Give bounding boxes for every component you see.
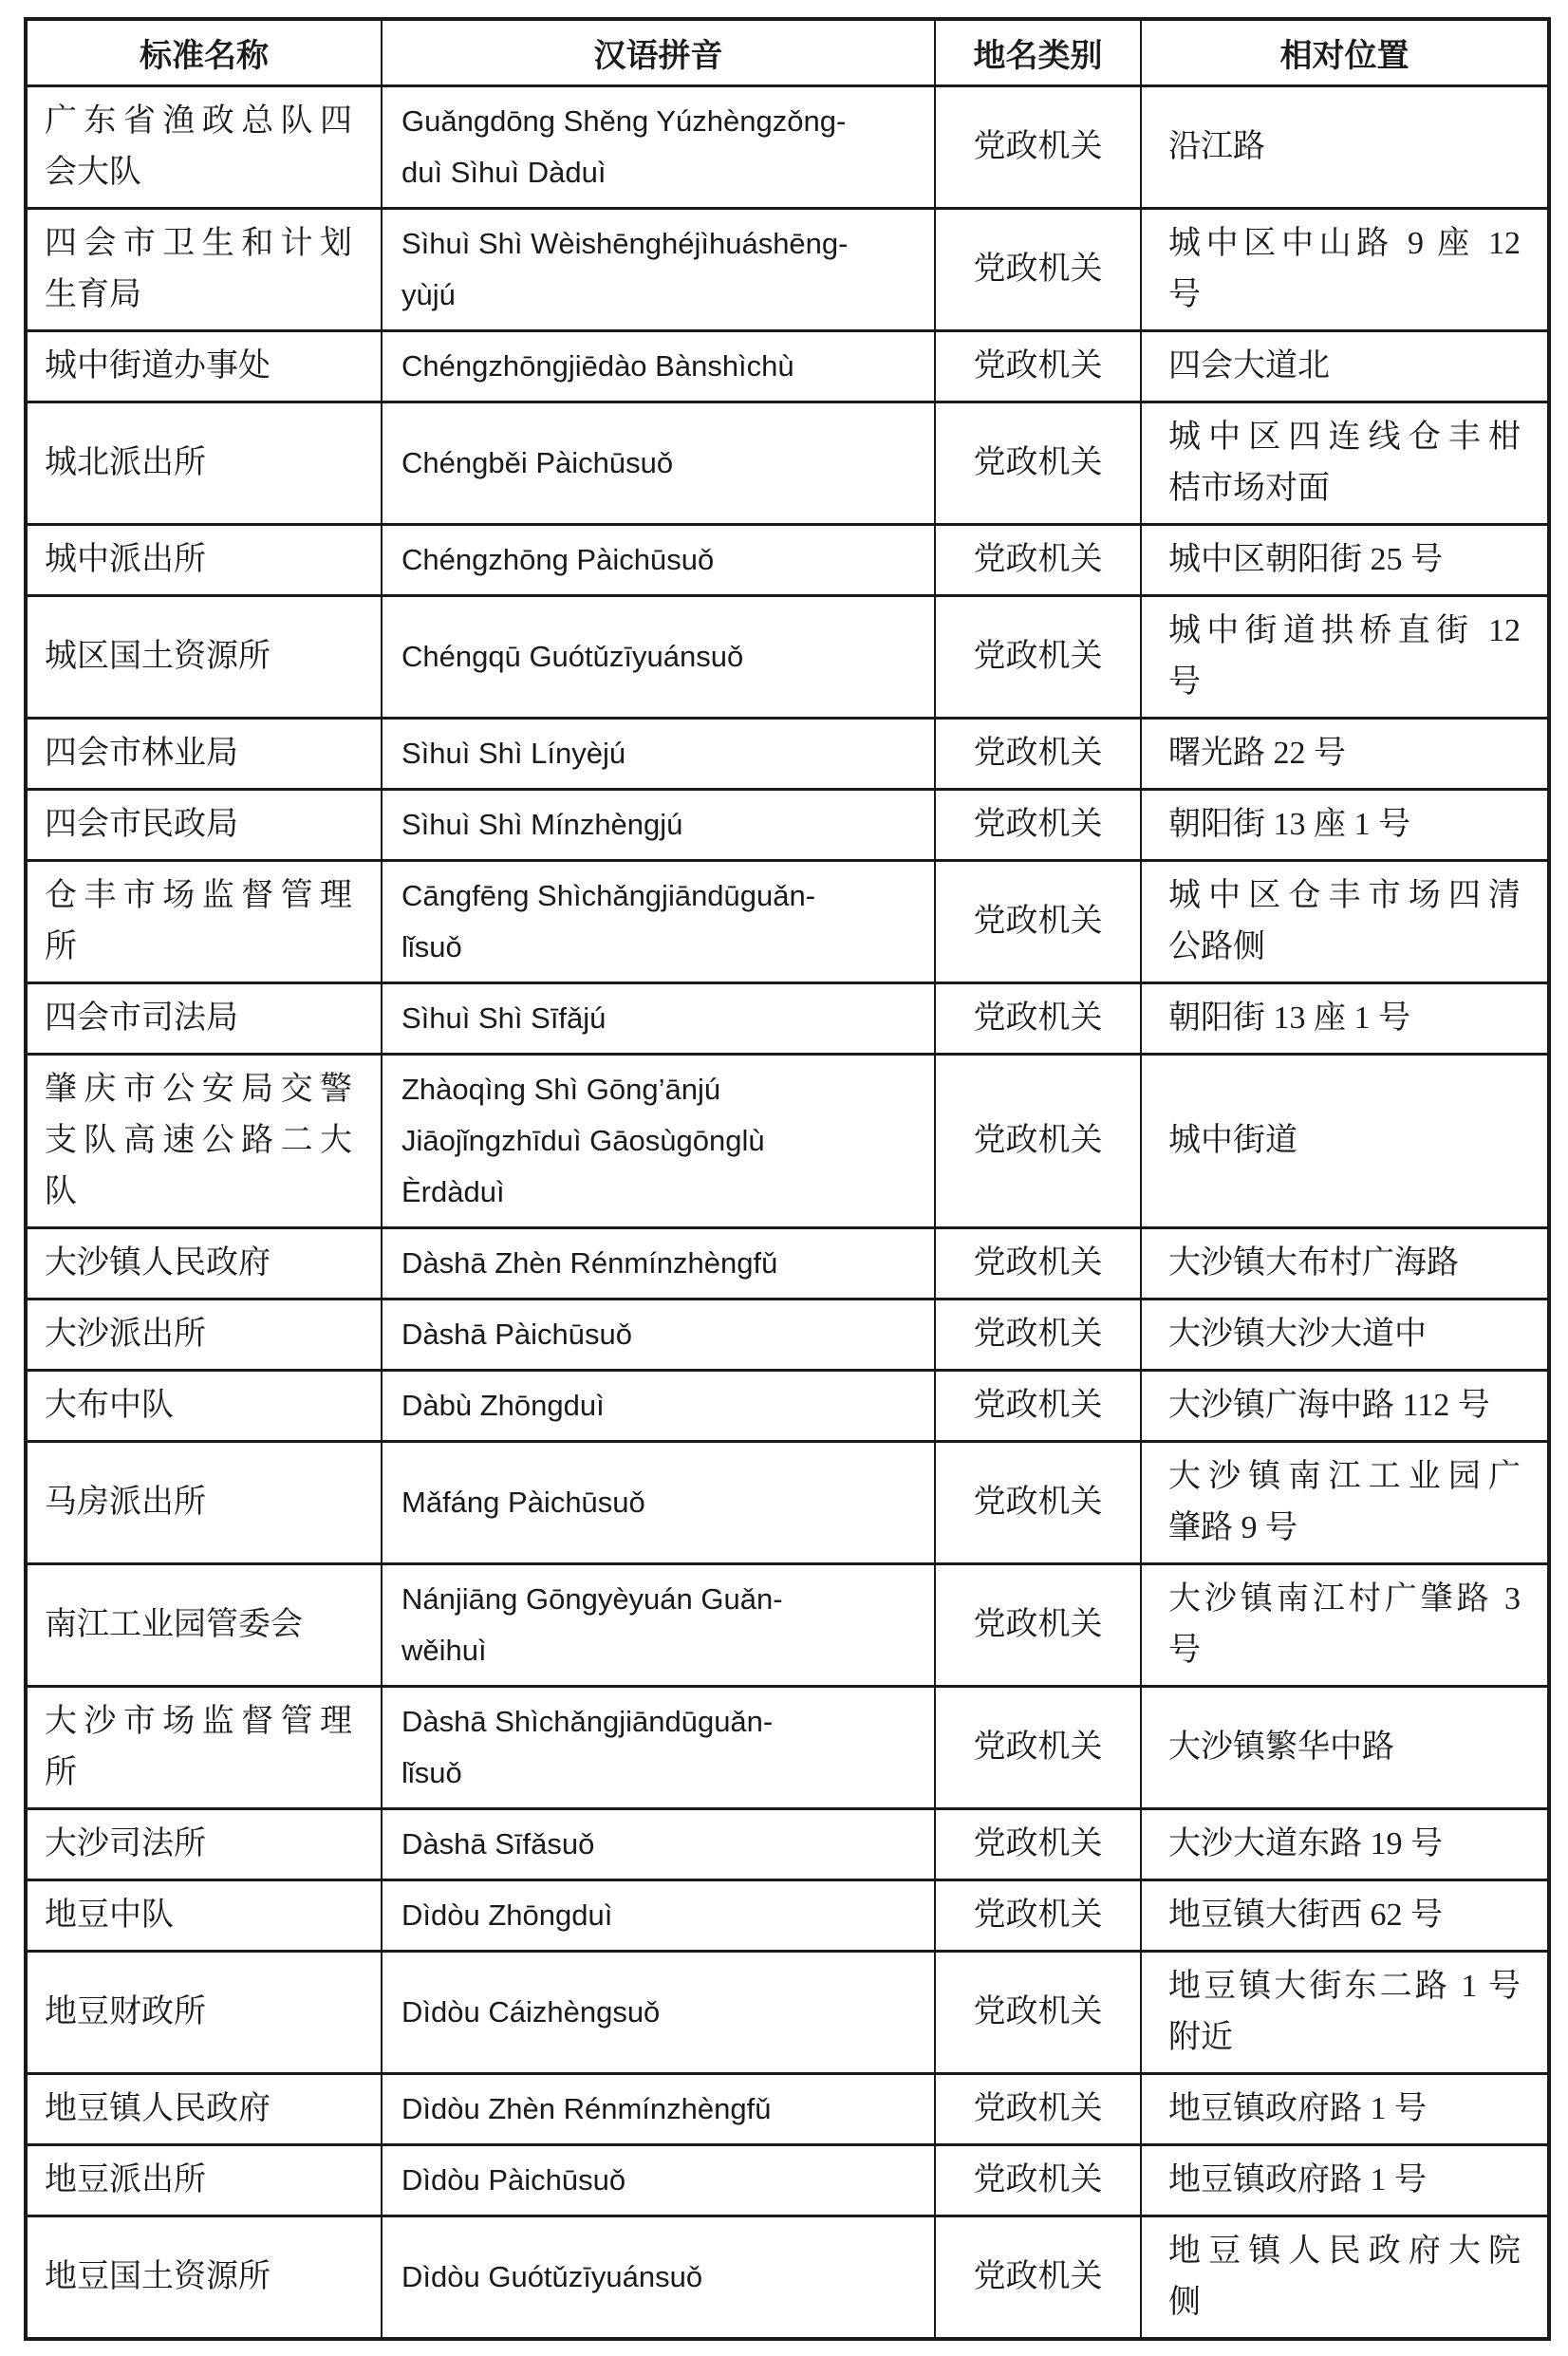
cell-category: 党政机关 [935, 2074, 1141, 2145]
table-row [26, 719, 1549, 790]
table-row [26, 1300, 1549, 1371]
cell-location: 沿江路 [1141, 86, 1549, 209]
cell-category: 党政机关 [935, 2216, 1141, 2340]
cell-category: 党政机关 [935, 596, 1141, 719]
cell-location: 大沙镇南江村广肇路 3 号 [1141, 1564, 1549, 1687]
cell-category: 党政机关 [935, 861, 1141, 983]
table-row [26, 790, 1549, 861]
cell-location: 大沙镇广海中路 112 号 [1141, 1371, 1549, 1442]
cell-standard-name: 城区国土资源所 [26, 596, 382, 719]
cell-location: 地豆镇政府路 1 号 [1141, 2145, 1549, 2216]
cell-category: 党政机关 [935, 402, 1141, 525]
cell-location: 大沙镇大布村广海路 [1141, 1228, 1549, 1300]
cell-location: 大沙镇繁华中路 [1141, 1687, 1549, 1809]
cell-standard-name: 地豆镇人民政府 [26, 2074, 382, 2145]
cell-standard-name: 四会市司法局 [26, 983, 382, 1055]
cell-category: 党政机关 [935, 525, 1141, 596]
cell-location: 地豆镇政府路 1 号 [1141, 2074, 1549, 2145]
column-header-category: 地名类别 [935, 19, 1141, 86]
table-row [26, 1564, 1549, 1687]
cell-location: 地豆镇大街东二路 1 号 附近 [1141, 1952, 1549, 2074]
cell-category: 党政机关 [935, 790, 1141, 861]
table-row [26, 1228, 1549, 1300]
column-header-pinyin: 汉语拼音 [382, 19, 935, 86]
cell-standard-name: 四会市林业局 [26, 719, 382, 790]
cell-pinyin: Dàshā Pàichūsuǒ [382, 1300, 935, 1371]
cell-pinyin: Guǎngdōng Shěng Yúzhèngzǒng- duì Sìhuì Dàduì [382, 86, 935, 209]
cell-pinyin: Sìhuì Shì Wèishēnghéjìhuáshēng- yùjú [382, 209, 935, 331]
cell-category: 党政机关 [935, 1952, 1141, 2074]
cell-pinyin: Zhàoqìng Shì Gōng’ānjú Jiāojǐngzhīduì Gāosùgōnglù Èrdàduì [382, 1055, 935, 1228]
cell-standard-name: 四会市卫生和计划 生育局 [26, 209, 382, 331]
cell-category: 党政机关 [935, 1564, 1141, 1687]
cell-pinyin: Sìhuì Shì Mínzhèngjú [382, 790, 935, 861]
cell-standard-name: 城北派出所 [26, 402, 382, 525]
cell-location: 城中区中山路 9 座 12 号 [1141, 209, 1549, 331]
cell-category: 党政机关 [935, 209, 1141, 331]
cell-location: 大沙镇大沙大道中 [1141, 1300, 1549, 1371]
table-row [26, 402, 1549, 525]
cell-pinyin: Nánjiāng Gōngyèyuán Guǎn- wěihuì [382, 1564, 935, 1687]
cell-location: 城中区四连线仓丰柑 桔市场对面 [1141, 402, 1549, 525]
table-row [26, 86, 1549, 209]
table-row [26, 1442, 1549, 1564]
cell-pinyin: Dìdòu Cáizhèngsuǒ [382, 1952, 935, 2074]
cell-location: 大沙镇南江工业园广 肇路 9 号 [1141, 1442, 1549, 1564]
cell-pinyin: Dàshā Shìchǎngjiāndūguǎn- lǐsuǒ [382, 1687, 935, 1809]
cell-location: 地豆镇大街西 62 号 [1141, 1880, 1549, 1952]
cell-category: 党政机关 [935, 2145, 1141, 2216]
table-row [26, 2145, 1549, 2216]
cell-category: 党政机关 [935, 86, 1141, 209]
cell-pinyin: Dìdòu Zhèn Rénmínzhèngfǔ [382, 2074, 935, 2145]
cell-category: 党政机关 [935, 719, 1141, 790]
cell-category: 党政机关 [935, 1371, 1141, 1442]
cell-pinyin: Chéngzhōngjiēdào Bànshìchù [382, 331, 935, 402]
column-header-standard-name: 标准名称 [26, 19, 382, 86]
cell-category: 党政机关 [935, 983, 1141, 1055]
cell-category: 党政机关 [935, 1300, 1141, 1371]
cell-location: 城中区仓丰市场四清 公路侧 [1141, 861, 1549, 983]
cell-location: 城中区朝阳街 25 号 [1141, 525, 1549, 596]
cell-pinyin: Dàbù Zhōngduì [382, 1371, 935, 1442]
table-row [26, 1880, 1549, 1952]
cell-category: 党政机关 [935, 1880, 1141, 1952]
cell-standard-name: 马房派出所 [26, 1442, 382, 1564]
table-row [26, 525, 1549, 596]
cell-location: 朝阳街 13 座 1 号 [1141, 790, 1549, 861]
cell-standard-name: 肇庆市公安局交警 支队高速公路二大 队 [26, 1055, 382, 1228]
cell-pinyin: Dàshā Zhèn Rénmínzhèngfǔ [382, 1228, 935, 1300]
cell-location: 大沙大道东路 19 号 [1141, 1809, 1549, 1880]
cell-pinyin: Dìdòu Zhōngduì [382, 1880, 935, 1952]
cell-location: 城中街道拱桥直街 12 号 [1141, 596, 1549, 719]
table-row [26, 1687, 1549, 1809]
table-row [26, 2074, 1549, 2145]
cell-location: 地豆镇人民政府大院 侧 [1141, 2216, 1549, 2340]
table-row [26, 861, 1549, 983]
cell-standard-name: 四会市民政局 [26, 790, 382, 861]
cell-standard-name: 仓丰市场监督管理 所 [26, 861, 382, 983]
table-header-row [26, 19, 1549, 86]
table-row [26, 209, 1549, 331]
cell-pinyin: Sìhuì Shì Línyèjú [382, 719, 935, 790]
table-row [26, 596, 1549, 719]
cell-pinyin: Dìdòu Guótǔzīyuánsuǒ [382, 2216, 935, 2340]
cell-standard-name: 城中派出所 [26, 525, 382, 596]
cell-pinyin: Dìdòu Pàichūsuǒ [382, 2145, 935, 2216]
cell-location: 四会大道北 [1141, 331, 1549, 402]
cell-standard-name: 南江工业园管委会 [26, 1564, 382, 1687]
cell-category: 党政机关 [935, 331, 1141, 402]
cell-pinyin: Dàshā Sīfǎsuǒ [382, 1809, 935, 1880]
cell-category: 党政机关 [935, 1687, 1141, 1809]
cell-pinyin: Chéngzhōng Pàichūsuǒ [382, 525, 935, 596]
cell-pinyin: Sìhuì Shì Sīfǎjú [382, 983, 935, 1055]
table-row [26, 1952, 1549, 2074]
cell-standard-name: 城中街道办事处 [26, 331, 382, 402]
cell-location: 城中街道 [1141, 1055, 1549, 1228]
cell-standard-name: 广东省渔政总队四 会大队 [26, 86, 382, 209]
table-row [26, 2216, 1549, 2340]
table-row [26, 1809, 1549, 1880]
table-row [26, 331, 1549, 402]
place-names-table [24, 17, 1551, 2341]
cell-category: 党政机关 [935, 1809, 1141, 1880]
column-header-location: 相对位置 [1141, 19, 1549, 86]
table-row [26, 1371, 1549, 1442]
cell-standard-name: 地豆国土资源所 [26, 2216, 382, 2340]
cell-category: 党政机关 [935, 1442, 1141, 1564]
cell-pinyin: Chéngqū Guótǔzīyuánsuǒ [382, 596, 935, 719]
table-row [26, 1055, 1549, 1228]
cell-standard-name: 大布中队 [26, 1371, 382, 1442]
cell-standard-name: 大沙镇人民政府 [26, 1228, 382, 1300]
cell-pinyin: Chéngběi Pàichūsuǒ [382, 402, 935, 525]
cell-standard-name: 地豆中队 [26, 1880, 382, 1952]
cell-standard-name: 地豆财政所 [26, 1952, 382, 2074]
cell-location: 曙光路 22 号 [1141, 719, 1549, 790]
table-row [26, 983, 1549, 1055]
cell-pinyin: Mǎfáng Pàichūsuǒ [382, 1442, 935, 1564]
cell-standard-name: 地豆派出所 [26, 2145, 382, 2216]
cell-category: 党政机关 [935, 1055, 1141, 1228]
cell-location: 朝阳街 13 座 1 号 [1141, 983, 1549, 1055]
cell-category: 党政机关 [935, 1228, 1141, 1300]
cell-standard-name: 大沙司法所 [26, 1809, 382, 1880]
cell-pinyin: Cāngfēng Shìchǎngjiāndūguǎn- lǐsuǒ [382, 861, 935, 983]
cell-standard-name: 大沙市场监督管理 所 [26, 1687, 382, 1809]
cell-standard-name: 大沙派出所 [26, 1300, 382, 1371]
